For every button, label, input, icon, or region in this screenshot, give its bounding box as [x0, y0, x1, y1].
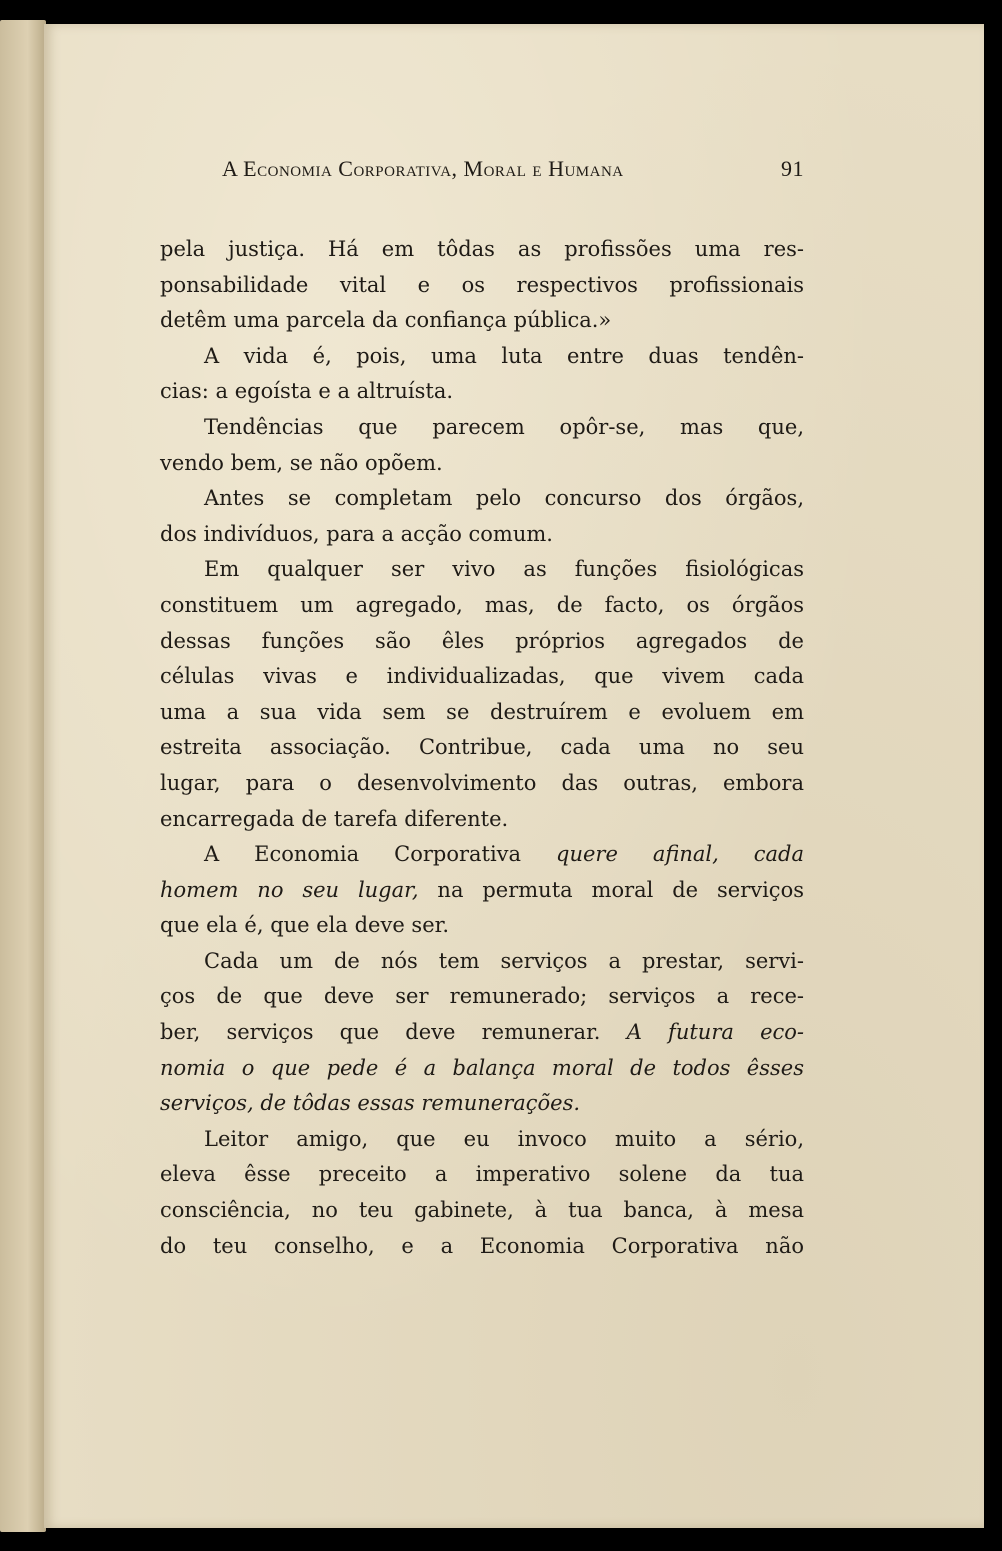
text-line: estreita associação. Contribue, cada uma no seu — [160, 735, 804, 760]
paragraph-first-line: Cada um de nós tem serviços a prestar, servi- — [204, 948, 804, 973]
text-line: células vivas e individualizadas, que vivem cada — [160, 664, 804, 689]
text-line: ponsabilidade vital e os respectivos profissionais — [160, 272, 804, 297]
text-line: ços de que deve ser remunerado; serviços a rece- — [160, 984, 804, 1009]
emphasis-text: serviços, de tôdas essas remunerações. — [160, 1091, 581, 1116]
text-line: homem no seu lugar, na permuta moral de serviços — [160, 877, 804, 902]
text-line — [160, 1051, 804, 1087]
paragraph-first-line: Tendências que parecem opôr-se, mas que, — [204, 414, 804, 439]
paragraph-first-line: Em qualquer ser vivo as funções fisiológicas — [204, 557, 804, 582]
text-line: vendo bem, se não opõem. — [160, 450, 443, 475]
paragraph-first-line: A Economia Corporativa quere afinal, cada — [204, 842, 804, 867]
text-line: encarregada de tarefa diferente. — [160, 806, 509, 831]
page-number: 91 — [781, 156, 804, 181]
text-line: cias: a egoísta e a altruísta. — [160, 379, 454, 404]
text-line: do teu conselho, e a Economia Corporativa não — [160, 1233, 804, 1258]
text-line: detêm uma parcela da confiança pública.» — [160, 308, 612, 333]
text-line: consciência, no teu gabinete, à tua banca, à mesa — [160, 1198, 804, 1223]
emphasis-text: quere afinal, cada — [556, 842, 804, 867]
text-line: uma a sua vida sem se destruírem e evoluem em — [160, 699, 804, 724]
emphasis-text: A futura eco- — [626, 1020, 805, 1045]
paragraph-first-line: A vida é, pois, uma luta entre duas tendên- — [204, 343, 804, 368]
text-line: lugar, para o desenvolvimento das outras, embora — [160, 770, 804, 795]
text-line: que ela é, que ela deve ser. — [160, 913, 450, 938]
emphasis-text: homem no seu lugar, — [160, 877, 419, 902]
text-line: dessas funções são êles próprios agregados de — [160, 628, 804, 653]
text-line: ber, serviços que deve remunerar. A futura eco- — [160, 1020, 805, 1045]
running-head — [222, 156, 804, 186]
emphasis-text: nomia o que pede é a balança moral de todos êsses — [160, 1055, 804, 1080]
text-line — [160, 1086, 804, 1122]
body-text — [160, 232, 804, 1264]
paragraph-first-line: Antes se completam pelo concurso dos órgãos, — [204, 486, 804, 511]
running-head-title: A Economia Corporativa, Moral e Humana — [222, 156, 624, 181]
facing-page-edge — [0, 20, 46, 1532]
text-line: dos indivíduos, para a acção comum. — [160, 521, 553, 546]
paragraph-first-line: Leitor amigo, que eu invoco muito a sério, — [204, 1126, 804, 1151]
text-line: pela justiça. Há em tôdas as profissões uma res- — [160, 237, 804, 261]
text-line: constituem um agregado, mas, de facto, os órgãos — [160, 592, 804, 617]
text-line: eleva êsse preceito a imperativo solene da tua — [160, 1162, 804, 1187]
